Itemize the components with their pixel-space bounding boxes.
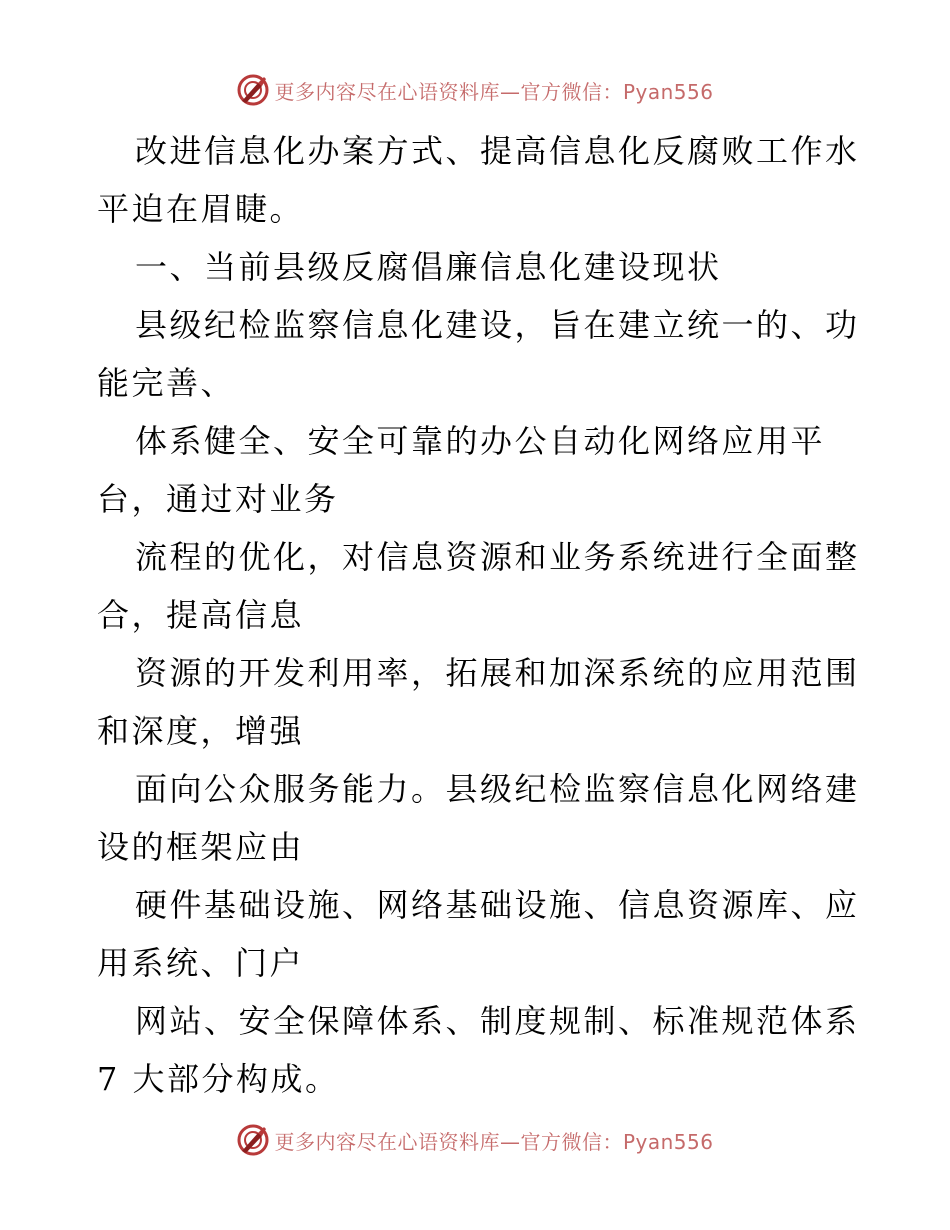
text-line: 用系统、门户	[97, 944, 305, 982]
text-line: 面向公众服务能力。县级纪检监察信息化网络建	[135, 770, 857, 808]
text-line: 合，提高信息	[97, 596, 305, 634]
text-line: 设的框架应由	[97, 828, 305, 866]
text-line: 硬件基础设施、网络基础设施、信息资源库、应	[135, 886, 857, 924]
document-body	[97, 122, 857, 1108]
pen-in-circle-logo-icon	[236, 1123, 270, 1157]
watermark-text: 更多内容尽在心语资料库—官方微信：Pyan556	[274, 1129, 714, 1154]
footer-watermark	[0, 1120, 950, 1160]
text-line: 流程的优化，对信息资源和业务系统进行全面整	[135, 538, 857, 576]
text-line: 改进信息化办案方式、提高信息化反腐败工作水	[135, 132, 857, 170]
header-watermark	[0, 70, 950, 110]
text-line: 平迫在眉睫。	[97, 190, 305, 228]
text-line: 体系健全、安全可靠的办公自动化网络应用平	[135, 422, 826, 460]
text-line: 7 大部分构成。	[97, 1060, 340, 1098]
text-line: 和深度，增强	[97, 712, 305, 750]
text-line: 县级纪检监察信息化建设，旨在建立统一的、功	[135, 306, 857, 344]
text-line: 能完善、	[97, 364, 236, 402]
section-heading: 一、当前县级反腐倡廉信息化建设现状	[135, 248, 722, 286]
text-line: 资源的开发利用率，拓展和加深系统的应用范围	[135, 654, 857, 692]
pen-in-circle-logo-icon	[236, 73, 270, 107]
text-line: 网站、安全保障体系、制度规制、标准规范体系	[135, 1002, 857, 1040]
text-line: 台，通过对业务	[97, 480, 339, 518]
watermark-text: 更多内容尽在心语资料库—官方微信：Pyan556	[274, 79, 714, 104]
